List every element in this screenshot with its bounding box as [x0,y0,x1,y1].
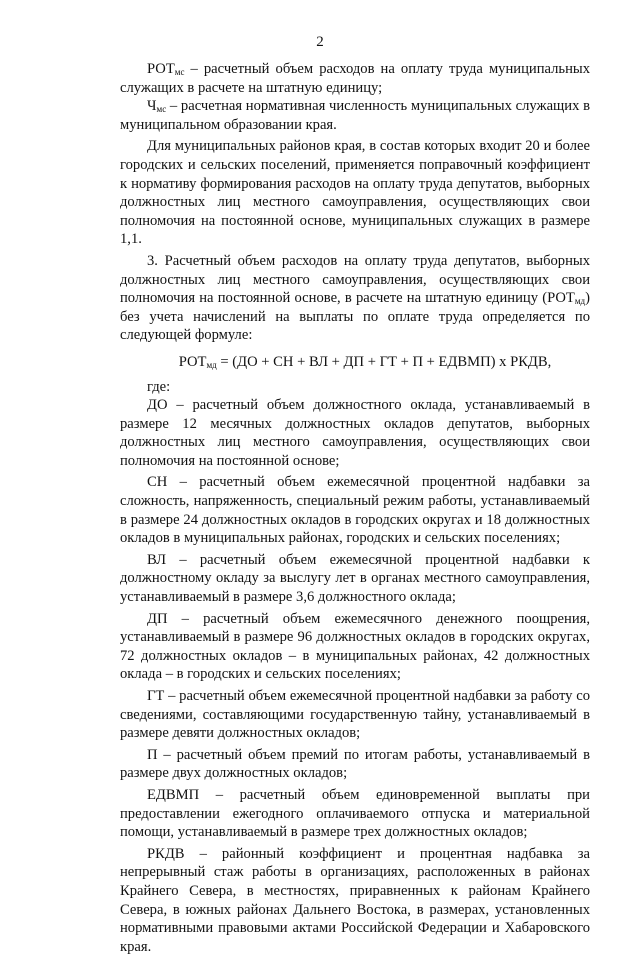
symbol-subscript-ms: мс [174,67,185,77]
symbol-subscript-md: мд [574,296,586,307]
definition-dp: ДП – расчетный объем ежемесячного денежного поощрения, устанавливаемый в размере 96 должностных окладов в городских округах, 72 должностных окладов – в муниципальных районах, 42 должностных оклада – в городских и сельских поселениях; [120,610,590,683]
definition-ch-ms [120,97,590,134]
formula-lhs: РОТ [178,353,207,370]
formula-subscript: мд [206,359,217,370]
symbol-rot: РОТ [147,61,175,77]
definition-do: ДО – расчетный объем должностного оклада, устанавливаемый в размере 12 месячных должностных окладов депутатов, выборных должностных лиц местного самоуправления, осуществляющих свои полномочия на постоянной основе; [120,397,590,469]
formula-rhs: = (ДО + СН + ВЛ + ДП + ГТ + П + ЕДВМП) х РКДВ, [216,353,552,370]
definition-sn: СН – расчетный объем ежемесячной процентной надбавки за сложность, напряженность, специальный режим работы, устанавливаемый в размере 24 должностных окладов в городских округах и 18 должностных окладов в муниципальных районах, городских и сельских поселениях; [120,474,590,547]
definition-text: – расчетная нормативная численность муниципальных служащих в муниципальном образовании края. [120,98,590,133]
document-body [120,60,590,956]
paragraph-correction-coefficient: Для муниципальных районов края, в состав которых входит 20 и более городских и сельских поселений, применяется поправочный коэффициент к нормативу формирования расходов на оплату труда депутатов, выборных должностных лиц местного самоуправления, осуществляющих свои полномочия на постоянной основе, муниципальных служащих в размере 1,1. [120,138,590,248]
definition-vl: ВЛ – расчетный объем ежемесячной процентной надбавки к должностному окладу за выслугу лет в органах местного самоуправления, устанавливаемый в размере 3,6 должностного оклада; [120,551,590,606]
symbol-subscript-ms: мс [156,104,167,115]
paragraph-3-text: 3. Расчетный объем расходов на оплату труда депутатов, выборных должностных лиц местного самоуправления, осуществляющих свои полномочия на постоянной основе, в расчете на штатную единицу (РОТ [120,252,590,307]
definition-edvmp: ЕДВМП – расчетный объем единовременной выплаты при предоставлении ежегодного оплачиваемого отпуска и материальной помощи, устанавливаемый в размере трех должностных окладов; [120,786,590,841]
symbol-ch: Ч [147,98,157,115]
definition-rot-ms [120,60,590,97]
paragraph-3 [120,252,590,345]
definition-rkdv: РКДВ – районный коэффициент и процентная надбавка за непрерывный стаж работы в организациях, расположенных в районах Крайнего Севера, в местностях, приравненных к районам Крайнего Севера, в южных районах Дальнего Востока, в размерах, установленных нормативными правовыми актами Российской Федерации и Хабаровского края. [120,845,590,955]
paragraph-3-text-end: ) без учета начислений на выплаты по оплате труда определяется по следующей формуле: [120,290,590,344]
where-label: где: [147,378,171,395]
definition-gt: ГТ – расчетный объем ежемесячной процентной надбавки за работу со сведениями, составляющими государственную тайну, устанавливаемый в размере девяти должностных окладов; [120,688,590,742]
definition-text: – расчетный объем расходов на оплату труда муниципальных служащих в расчете на штатную единицу; [120,61,590,96]
definition-p: П – расчетный объем премий по итогам работы, устанавливаемый в размере двух должностных окладов; [120,746,590,782]
formula [120,353,590,372]
page-number: 2 [316,34,324,50]
